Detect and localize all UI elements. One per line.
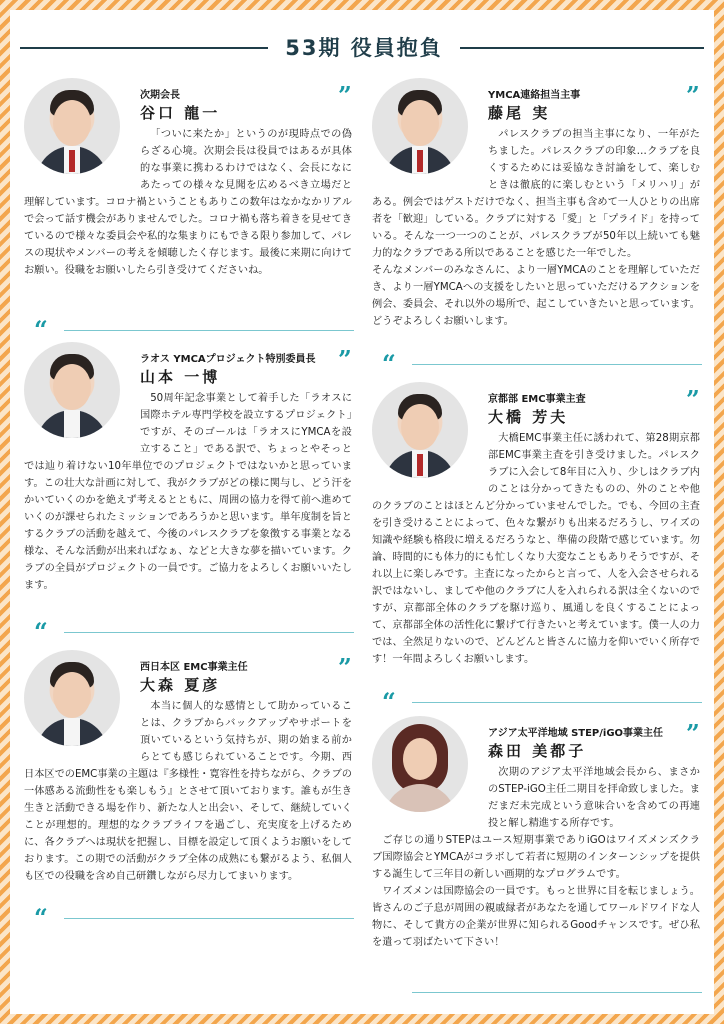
section-divider <box>412 992 702 993</box>
quote-open-icon: “ <box>382 687 396 716</box>
quote-close-icon: ” <box>338 653 352 682</box>
member-role: アジア太平洋地域 STEP/iGO事業主任 <box>488 728 664 739</box>
message-paragraph: 次期のアジア太平洋地域会長から、まさかのSTEP-iGO主任二期目を拝命致しました。まだまだ未完成という意味合いを含めての再連投と解し精進する所存です。 <box>488 767 700 829</box>
member-card-omori <box>24 650 354 932</box>
section-divider <box>64 330 354 331</box>
message-paragraph: ワイズメンは国際協会の一員です。もっと世界に目を転じましょう。皆さんのご子息が周囲の親戚縁者があなたを通してワールドワイドな人物に、そして貴方の企業が世界に知られるGoodチャンスです。ぜひ私を遣って羽ばたいて下さい！ <box>372 886 700 948</box>
header-rule-right <box>460 47 704 49</box>
member-role: 次期会長 <box>140 90 180 101</box>
member-role: 西日本区 EMC事業主任 <box>140 662 248 673</box>
member-message <box>372 126 700 330</box>
section-divider <box>64 918 354 919</box>
section-divider <box>412 702 702 703</box>
page-title: 53期 役員抱負 <box>285 36 443 60</box>
member-role: ラオス YMCAプロジェクト特別委員長 <box>140 354 316 365</box>
member-card-fujio <box>372 78 702 378</box>
member-message <box>24 126 352 279</box>
quote-open-icon: “ <box>382 349 396 378</box>
quote-close-icon: ” <box>686 385 700 414</box>
member-message <box>24 390 352 594</box>
message-paragraph: 大橋EMC事業主任に誘われて、第28期京都部EMC事業主査を引き受けました。パレスクラブに入会して8年目に入り、少しはクラブ内のことは分かってきたものの、外のことや他のクラブのことはほとんど分かっていませんでした。でも、今回の主査を引き受けることによって、色々な繋がりも出来るだろうし、ワイズの知識や経験も格段に増えるだろうなと、準備の段階で感じています。勿論、時間的にも体力的にも忙しくなり大変なこともありそうですが、それ以上に楽しみです。主査になったからと言って、人を入会させられる訳ではないし、ましてや他のクラブに人を入れられる訳は全くないのですが、京都部全体のクラブを駆け巡り、風通しを良くすることによって、京都部全体の活性化に繋げて行きたいと考えています。僕一人の力では、全然足りないので、どんどんと皆さんに協力を仰いでいく所存です！一年間よろしくお願いします。 <box>372 433 700 665</box>
section-divider <box>412 364 702 365</box>
message-paragraph: 本当に個人的な感情として助かっていることは、クラブからバックアップやサポートを頂いているという気持ちが、期の始まる前からとても感じられていることです。今期、西日本区でのEMC事業の主題は『多様性・寛容性を持ちながら、クラブの一体感ある流動性をも楽しもう』とさせて頂いております。誰もが生き生きと活動できる場を作り、新たな人と出会い、そして、継続していくことが理想的。理想的なクラブライフを過ごし、充実度を上げるために、各クラブへは現状を把握し、目標を設定して頂くようお願いをしております。この期での活動がクラブ全体の成熟にも繋がるよう、私個人も区での役職を含め自己研鑽しながら尽力してまいります。 <box>24 701 352 882</box>
member-card-taniguchi <box>24 78 354 344</box>
member-name: 森田 美都子 <box>488 742 587 760</box>
member-name: 大橋 芳夫 <box>488 408 569 426</box>
member-card-morita <box>372 716 702 986</box>
message-paragraph: ご存じの通りSTEPはユース短期事業でありiGOはワイズメンズクラブ国際協会とYMCAがコラボして若者に短期のインターンシップを提供する誕生して三年目の新しい画期的なプログラムです。 <box>372 835 700 880</box>
member-role: YMCA連絡担当主事 <box>488 90 581 101</box>
member-name: 藤尾 実 <box>488 104 551 122</box>
member-message <box>372 430 700 668</box>
member-name: 大森 夏彦 <box>140 676 221 694</box>
quote-open-icon: “ <box>34 617 48 646</box>
quote-close-icon: ” <box>686 81 700 110</box>
quote-open-icon: “ <box>34 903 48 932</box>
message-paragraph: そんなメンバーのみなさんに、より一層YMCAのことを理解していただき、より一層YMCAへの支援をしたいと思っていただけるアクションを例会、委員会、それ以外の場所で、起こしていきたいと思っています。どうぞよろしくお願いします。 <box>372 265 700 327</box>
quote-close-icon: ” <box>686 719 700 748</box>
quote-open-icon: “ <box>34 315 48 344</box>
quote-close-icon: ” <box>338 81 352 110</box>
member-name: 谷口 龍一 <box>140 104 221 122</box>
member-card-ohashi <box>372 382 702 716</box>
header-rule-left <box>20 47 268 49</box>
page-panel <box>10 10 714 1014</box>
member-name: 山本 一博 <box>140 368 221 386</box>
page-header <box>10 32 714 62</box>
section-divider <box>64 632 354 633</box>
message-paragraph: パレスクラブの担当主事になり、一年がたちました。パレスクラブの印象…クラブを良くするためには妥協なき討論をして、楽しむときは徹底的に楽しむという「メリハリ」がある。例会ではゲストだけでなく、担当主事も含めて一人ひとりの出席者を「歓迎」している。クラブに対する「愛」と「プライド」を持っている。そんな一つ一つのことが、パレスクラブが50年以上続いても魅力的なクラブである所以であることを感じた一年でした。 <box>372 129 700 259</box>
member-role: 京都部 EMC事業主査 <box>488 394 586 405</box>
member-message <box>24 698 352 885</box>
member-message <box>372 764 700 951</box>
quote-close-icon: ” <box>338 345 352 374</box>
member-card-yamamoto <box>24 342 354 646</box>
message-paragraph: 「ついに来たか」というのが現時点での偽らざる心境。次期会長は役員ではあるが具体的な事業に携わるわけではなく、会長になにあたっての様々な見聞を広めるべき立場だと理解しています。コロナ禍ということもありこの数年はなかなかリアルで会って話す機会がありませんでした。コロナ禍も落ち着きを見せてきているので様々な委員会や私的な集まりにもできる限り参加して、パレスの現状やメンバーの考えを傾聴したく存じます。最後に来期に向けてお願い。役職をお願いしたら引き受けてくださいね。 <box>24 129 352 276</box>
message-paragraph: 50周年記念事業として着手した「ラオスに国際ホテル専門学校を設立するプロジェクト」ですが、そのゴールは「ラオスにYMCAを設立すること」である訳で、ちょっとやそっとでは辿り着けない10年単位でのプロジェクトではないかと思っています。この壮大な計画に対して、我がクラブがどの様に関与し、どう汗をかいていくのかを絶えず考えるとともに、周囲の協力を得て前へ進めていくのが課せられたミッションであろうかと思います。単年度制を旨とするクラブの活動を越えて、今後のパレスクラブを象徴する事業となる様な、そんな活動が出来ればなぁ、などと大きな夢を描いています。クラブの全員がプロジェクトの一員です。ご協力をよろしくお願いいたします。 <box>24 393 352 591</box>
